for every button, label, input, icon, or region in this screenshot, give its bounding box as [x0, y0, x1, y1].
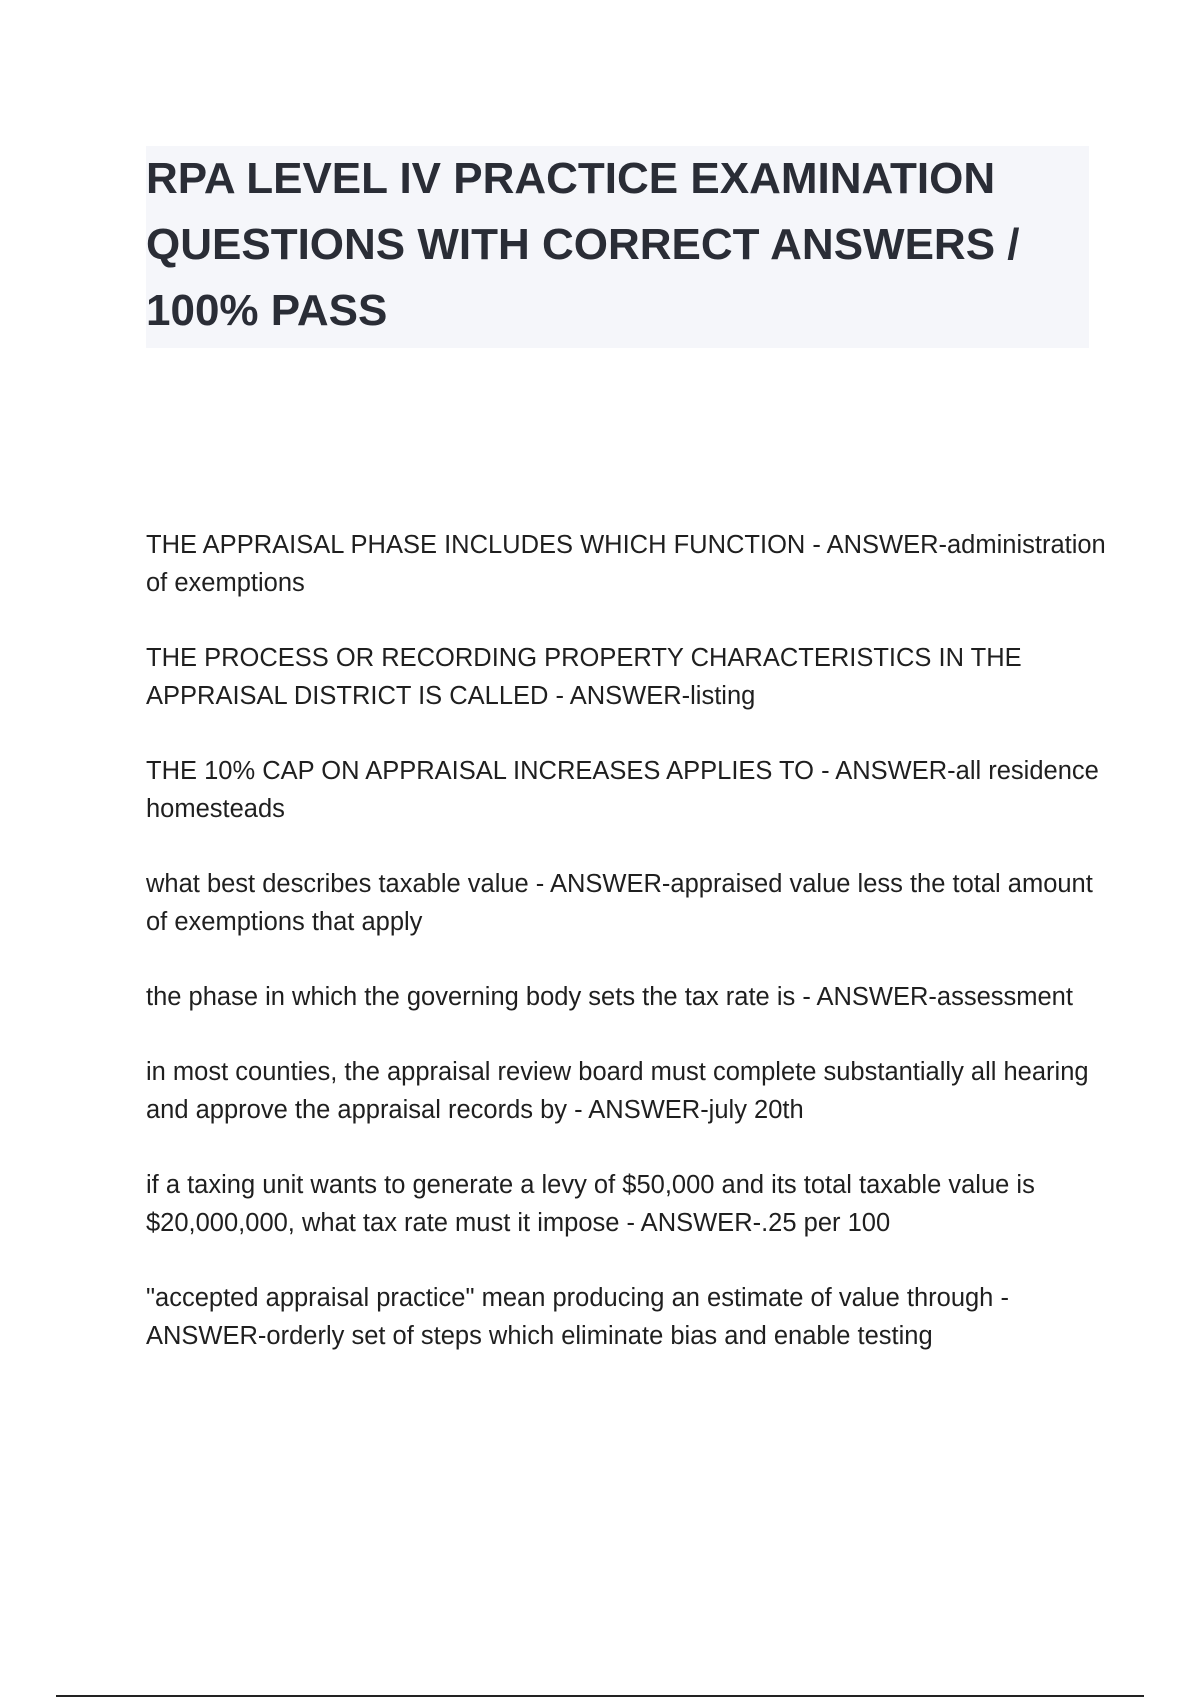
qa-item-6: in most counties, the appraisal review board must complete substantially all hearing and approve the appraisal records by - ANSWER-july 20th: [146, 1058, 1089, 1124]
qa-item-3: THE 10% CAP ON APPRAISAL INCREASES APPLIES TO - ANSWER-all residence homesteads: [146, 757, 1099, 823]
qa-item-2: THE PROCESS OR RECORDING PROPERTY CHARACTERISTICS IN THE APPRAISAL DISTRICT IS CALLED - ANSWER-listing: [146, 644, 1022, 710]
page-divider: [56, 1695, 1144, 1697]
qa-item-8: "accepted appraisal practice" mean producing an estimate of value through - ANSWER-orderly set of steps which eliminate bias and enable testing: [146, 1284, 1009, 1350]
qa-item-4: what best describes taxable value - ANSWER-appraised value less the total amount of exemptions that apply: [146, 870, 1093, 936]
title-block: [146, 146, 1089, 348]
qa-item-7: if a taxing unit wants to generate a levy of $50,000 and its total taxable value is $20,000,000, what tax rate must it impose - ANSWER-.25 per 100: [146, 1171, 1035, 1237]
qa-item-1: THE APPRAISAL PHASE INCLUDES WHICH FUNCTION - ANSWER-administration of exemptions: [146, 531, 1106, 597]
qa-list: [146, 526, 1106, 1392]
qa-item-5: the phase in which the governing body sets the tax rate is - ANSWER-assessment: [146, 983, 1073, 1011]
document-title: RPA LEVEL IV PRACTICE EXAMINATION QUESTIONS WITH CORRECT ANSWERS / 100% PASS: [146, 154, 1020, 335]
